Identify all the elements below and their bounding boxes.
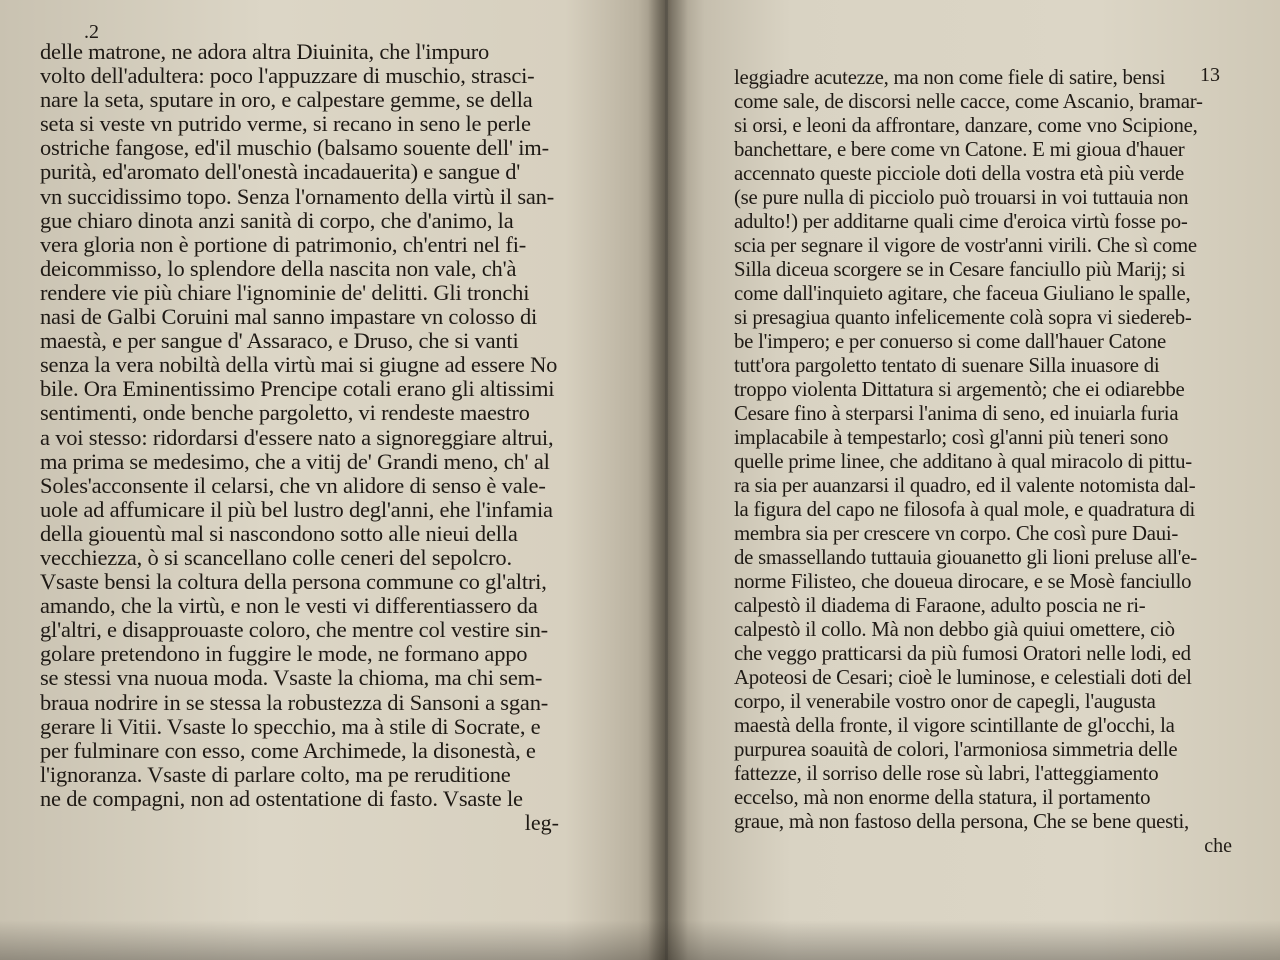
- text-line: tutt'ora pargoletto tentato di suenare Silla inuasore di: [734, 354, 1160, 377]
- text-line: membra sia per crescere vn corpo. Che così pure Daui-: [734, 522, 1179, 545]
- text-line: troppo violenta Dittatura si argementò; che ei odiarebbe: [734, 378, 1185, 401]
- text-line: gue chiaro dinota anzi sanità di corpo, che d'animo, la: [40, 207, 514, 233]
- text-line: nasi de Galbi Coruini mal sanno impastare vn colosso di: [40, 304, 538, 330]
- text-line: adulto!) per additarne quali cime d'eroica virtù fosse po-: [734, 210, 1188, 233]
- text-line: (se pure nulla di picciolo può trouarsi in voi tuttauia non: [734, 186, 1189, 209]
- text-line: amando, che la virtù, e non le vesti vi differentiassero da: [40, 593, 538, 619]
- right-page: [668, 0, 1280, 960]
- text-line: ne de compagni, non ad ostentatione di fasto. Vsaste le: [40, 785, 523, 811]
- text-line: Cesare fino à sterparsi l'anima di seno, ed inuiarla furia: [734, 402, 1179, 425]
- text-line: de smassellando tuttauia giouanetto gli lioni preluse all'e-: [734, 546, 1197, 569]
- text-block: [40, 40, 629, 811]
- text-line: gerare li Vitii. Vsaste lo specchio, ma à stile di Socrate, e: [40, 713, 541, 739]
- text-line: a voi stesso: ridordarsi d'essere nato a signoreggiare altrui,: [40, 424, 554, 450]
- text-line: fattezze, il sorriso delle rose sù labri, l'atteggiamento: [734, 762, 1159, 785]
- page-number: .2: [84, 21, 99, 43]
- text-line: si presagiua quanto infelicemente colà sopra vi siedereb-: [734, 306, 1192, 329]
- text-line: golare pretendono in fuggire le mode, ne formano appo: [40, 641, 528, 667]
- text-line: come dall'inquieto agitare, che faceua Giuliano le spalle,: [734, 282, 1191, 305]
- text-line: graue, mà non fastoso della persona, Che se bene questi,: [734, 810, 1189, 833]
- text-line: braua nodrire in se stessa la robustezza di Sansoni a sgan-: [40, 689, 549, 715]
- text-line: calpestò il collo. Mà non debbo già quiui omettere, ciò: [734, 618, 1175, 641]
- text-line: norme Filisteo, che doueua dirocare, e se Mosè fanciullo: [734, 570, 1192, 593]
- catchword: leg-: [524, 810, 559, 835]
- text-line: per fulminare con esso, come Archimede, la disonestà, e: [40, 737, 536, 763]
- text-line: Soles'acconsente il celarsi, che vn alidore di senso è vale-: [40, 472, 546, 498]
- text-line: seta si veste vn putrido verme, si recano in seno le perle: [40, 111, 531, 137]
- text-line: senza la vera nobiltà della virtù mai si giugne ad essere No: [40, 352, 558, 378]
- text-line: che veggo pratticarsi da più fumosi Oratori nelle lodi, ed: [734, 642, 1191, 665]
- text-line: ma prima se medesimo, che a vitij de' Grandi meno, ch' al: [40, 448, 550, 474]
- text-line: volto dell'adultera: poco l'appuzzare di muschio, strasci-: [40, 63, 535, 89]
- text-line: l'ignoranza. Vsaste di parlare colto, ma pe reruditione: [40, 761, 511, 787]
- text-line: ostriche fangose, ed'il muschio (balsamo souente dell' im-: [40, 135, 549, 161]
- text-line: ra sia per auanzarsi il quadro, ed il valente notomista dal-: [734, 474, 1196, 497]
- text-line: uole ad affumicare il più bel lustro degl'anni, ehe l'infamia: [40, 496, 553, 522]
- text-line: maestà, e per sangue d' Assaraco, e Druso, che si vanti: [40, 328, 519, 354]
- text-line: sentimenti, onde benche pargoletto, vi rendeste maestro: [40, 400, 530, 426]
- text-line: bile. Ora Eminentissimo Prencipe cotali erano gli altissimi: [40, 376, 555, 402]
- text-line: eccelso, mà non enorme della statura, il portamento: [734, 786, 1151, 809]
- text-line: deicommisso, lo splendore della nascita non vale, ch'à: [40, 255, 517, 281]
- text-line: accennato queste picciole doti della vostra età più verde: [734, 162, 1185, 185]
- text-line: vn succidissimo topo. Senza l'ornamento della virtù il san-: [40, 183, 555, 209]
- text-line: implacabile à tempestarlo; così gl'anni più teneri sono: [734, 426, 1169, 449]
- text-line: si orsi, e leoni da affrontare, danzare, come vno Scipione,: [734, 114, 1198, 137]
- text-line: maestà della fronte, il vigore scintillante de gl'occhi, la: [734, 714, 1175, 737]
- text-line: se stessi vna nuoua moda. Vsaste la chioma, ma chi sem-: [40, 665, 543, 691]
- text-line: vecchiezza, ò si scancellano colle ceneri del sepolcro.: [40, 544, 512, 570]
- text-line: delle matrone, ne adora altra Diuinita, che l'impuro: [40, 39, 490, 64]
- text-line: leggiadre acutezze, ma non come fiele di satire, bensi: [734, 66, 1166, 89]
- text-line: rendere vie più chiare l'ignominie de' delitti. Gli tronchi: [40, 279, 530, 305]
- text-line: Silla diceua scorgere se in Cesare fanciullo più Marij; si: [734, 258, 1186, 281]
- text-line: Vsaste bensi la coltura della persona commune co gl'altri,: [40, 569, 547, 595]
- catchword: che: [1204, 835, 1232, 857]
- text-block: [734, 66, 1232, 834]
- text-line: banchettare, e bere come vn Catone. E mi gioua d'hauer: [734, 138, 1185, 161]
- text-line: della giouentù mal si nascondono sotto alle nieui della: [40, 520, 518, 546]
- text-line: scia per segnare il vigore de vostr'anni virili. Che sì come: [734, 234, 1197, 257]
- text-line: come sale, de discorsi nelle cacce, come Ascanio, bramar-: [734, 90, 1203, 113]
- text-line: corpo, il venerabile vostro onor de capegli, l'augusta: [734, 690, 1156, 713]
- text-line: nare la seta, sputare in oro, e calpestare gemme, se della: [40, 87, 533, 113]
- text-line: be l'impero; e per conuerso si come dall'hauer Catone: [734, 330, 1166, 353]
- text-line: purità, ed'aromato dell'onestà incadauerita) e sangue d': [40, 159, 521, 185]
- text-line: vera gloria non è portione di patrimonio, ch'entri nel fi-: [40, 231, 527, 257]
- text-line: calpestò il diadema di Faraone, adulto poscia ne ri-: [734, 594, 1146, 617]
- text-line: purpurea soauità de colori, l'armoniosa simmetria delle: [734, 738, 1178, 761]
- text-line: Apoteosi de Cesari; cioè le luminose, e celestiali doti del: [734, 666, 1192, 689]
- text-line: gl'altri, e disapprouaste coloro, che mentre col vestire sin-: [40, 617, 548, 643]
- page-number: 13: [1200, 64, 1220, 86]
- text-line: quelle prime linee, che additano à qual miracolo di pittu-: [734, 450, 1192, 473]
- text-line: la figura del capo ne filosofa à qual mole, e quadratura di: [734, 498, 1196, 521]
